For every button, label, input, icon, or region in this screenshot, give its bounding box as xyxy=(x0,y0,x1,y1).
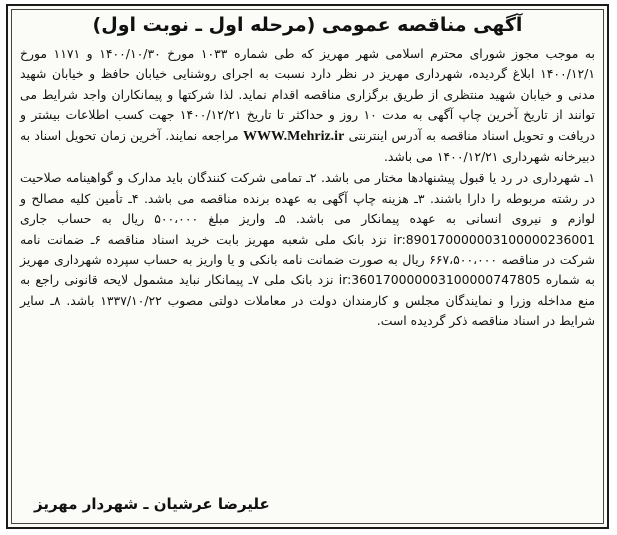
conditions-text-part1: ۱ـ شهرداری در رد یا قبول پیشنهادها مختار می باشد. ۲ـ تمامی شرکت کنندگان باید مدارک و گواهینامه صلاحیت در رشته مربوطه را دارا باشند. ۳ـ هزینه چاپ آگهی به عهده برنده مناقصه می باشد. ۴ـ تأمین کلیه مصالح و لوازم و نیروی انسانی به عهده پیمانکار می باشد. ۵ـ واریز مبلغ ۵۰۰،۰۰۰ ریال به حساب جاری xyxy=(20,170,595,227)
account-number-deposit: ir:360170000003100000747805 xyxy=(338,272,541,288)
intro-paragraph xyxy=(20,44,595,167)
tender-notice xyxy=(6,4,609,529)
mayor-signature: علیرضا عرشیان ـ شهردار مهریز xyxy=(34,495,270,513)
intro-text-part1: به موجب مجوز شورای محترم اسلامی شهر مهریز که طی شماره ۱۰۳۳ مورخ ۱۴۰۰/۱۰/۳۰ و ۱۱۷۱ مورخ ۱۴۰۰/۱۲/۱ ابلاغ گردیده، شهرداری مهریز در نظر دارد نسبت به اجرای روشنایی خیابان حافظ و خیابان شهید مدنی و خیابان شهید منتظری از طریق برگزاری مناقصه اقدام نماید. لذا شرکتها و پیمانکاران واجد شرایط می توانند از تاریخ آخرین چاپ آگهی به مدت ۱۰ روز و حداکثر تا تاریخ ۱۴۰۰/۱۲/۲۱ جهت کسب اطلاعات بیشتر و دریافت و تحویل اسناد مناقصه به آدرس اینترنتی xyxy=(20,46,595,143)
conditions-text-part2: نزد بانک ملی شعبه مهریز بابت خرید اسناد مناقصه ۶ـ ضمانت نامه شرکت در مناقصه ۶۶۷،۵۰۰،۰۰۰ ریال به صورت ضمانت نامه بانکی و یا واریز به حساب سپرده شهرداری مهریز به شماره xyxy=(20,231,595,288)
notice-body xyxy=(20,44,595,332)
account-number-purchase: ir:890170000003100000236001 xyxy=(393,231,595,247)
conditions-text-part3: نزد بانک ملی ۷ـ پیمانکار نباید مشمول لایحه قانونی راجع به منع مداخله وزرا و نمایندگان مجلس و کارمندان دولت در معاملات دولتی مصوب ۱۳۳۷/۱۰/۲۲ باشد. ۸ـ سایر شرایط در اسناد مناقصه ذکر گردیده است. xyxy=(20,272,595,329)
conditions-paragraph xyxy=(20,168,595,331)
notice-title: آگهی مناقصه عمومی (مرحله اول ـ نوبت اول) xyxy=(92,14,523,36)
website-link[interactable]: WWW.Mehriz.ir xyxy=(242,128,345,144)
intro-text-part2: مراجعه نمایند. آخرین زمان تحویل اسناد به دبیرخانه شهرداری ۱۴۰۰/۱۲/۲۱ می باشد. xyxy=(20,127,595,165)
